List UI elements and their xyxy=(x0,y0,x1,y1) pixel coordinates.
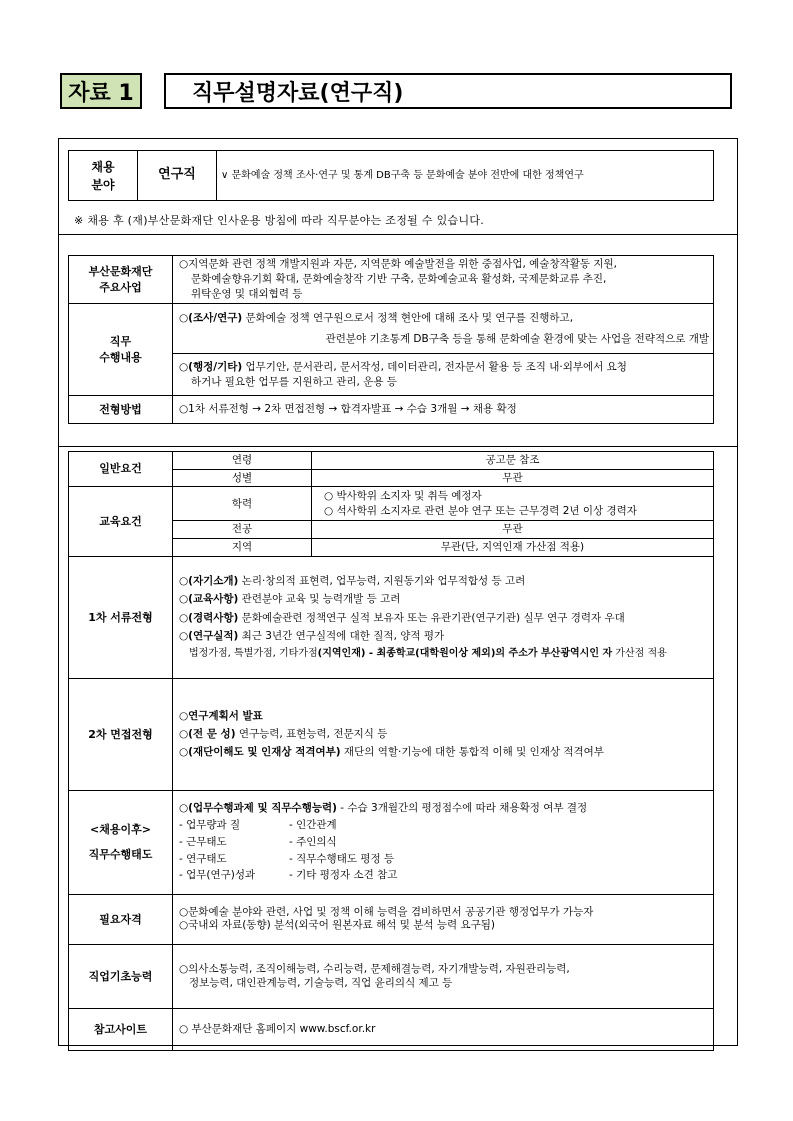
recruit-table xyxy=(68,150,714,201)
basic-ability-content xyxy=(173,944,714,1008)
business-line: 위탁운영 및 대외협력 등 xyxy=(191,287,303,300)
recruit-field-label: 채용 분야 xyxy=(69,151,138,201)
interview-item-title: ○연구계획서 발표 xyxy=(179,709,263,722)
business-content xyxy=(173,256,714,304)
duty-admin-title: ○(행정/기타) xyxy=(179,360,243,373)
general-label: 일반요건 xyxy=(69,452,173,487)
basic-ability-line: 정보능력, 대인관계능력, 기술능력, 직업 윤리의식 제고 등 xyxy=(189,977,453,990)
probation-item: - 인간관계 xyxy=(289,819,337,832)
probation-head-title: ○(업무수행과제 및 직무수행능력) xyxy=(179,802,337,815)
doc-item-text: 논리·창의적 표현력, 업무능력, 지원동기와 업무적합성 등 고려 xyxy=(238,574,526,587)
probation-label-line1: <채용이후> xyxy=(90,822,151,836)
doc-item-title: ○(경력사항) xyxy=(179,611,239,624)
gender-label: 성별 xyxy=(173,469,312,487)
method-label: 전형방법 xyxy=(69,396,173,424)
doc-item-title: ○(교육사항) xyxy=(179,593,239,606)
doc-item-text: 최근 3년간 연구실적에 대한 질적, 양적 평가 xyxy=(238,629,445,642)
probation-item: - 직무수행태도 평정 등 xyxy=(289,852,395,865)
major-value: 무관 xyxy=(312,521,714,539)
doc-screening-label: 1차 서류전형 xyxy=(69,556,173,678)
divider xyxy=(58,234,738,235)
qualification-content xyxy=(173,894,714,944)
interview-item-title: ○(전 문 성) xyxy=(179,728,236,741)
duty-research xyxy=(173,304,714,354)
degree-label: 학력 xyxy=(173,487,312,521)
business-label: 부산문화재단 주요사업 xyxy=(69,256,173,304)
duty-label: 직무 수행내용 xyxy=(69,304,173,396)
qualification-line: ○문화예술 분야와 관련, 사업 및 정책 이해 능력을 겸비하면서 공공기관 행정업무가 가능자 xyxy=(179,905,594,918)
duty-admin-text: 업무기안, 문서관리, 문서작성, 데이터관리, 전자문서 활용 등 조직 내·외부에서 요청 xyxy=(242,360,627,373)
interview-item-title: ○(재단이해도 및 인재상 적격여부) xyxy=(179,746,341,759)
doc-item-title: ○(자기소개) xyxy=(179,574,239,587)
age-label: 연령 xyxy=(173,452,312,470)
business-line: 문화예술향유기회 확대, 문화예술창작 기반 구축, 문화예술교육 활성화, 국제문화교류 추진, xyxy=(191,273,607,286)
degree-line: ○ 박사학위 소지자 및 취득 예정자 xyxy=(324,490,482,503)
probation-label-line2: 직무수행태도 xyxy=(88,848,153,862)
doc-bonus-bold: (지역인재) - 최종학교(대학원이상 제외)의 주소가 부산광역시인 자 xyxy=(317,648,613,660)
education-label: 교육요건 xyxy=(69,487,173,556)
requirements-table xyxy=(68,451,714,1051)
reference-site-label: 참고사이트 xyxy=(69,1008,173,1050)
interview-item-text: 재단의 역할·기능에 대한 통합적 이해 및 인재상 적격여부 xyxy=(340,746,604,759)
major-label: 전공 xyxy=(173,521,312,539)
interview-content xyxy=(173,678,714,790)
qualification-line: ○국내외 자료(동향) 분석(외국어 원본자료 해석 및 분석 능력 요구됨) xyxy=(179,919,495,932)
doc-bonus-post: 가산점 적용 xyxy=(612,648,667,660)
degree-value xyxy=(312,487,714,521)
region-label: 지역 xyxy=(173,539,312,557)
duty-admin-line2: 하거나 필요한 업무를 지원하고 관리, 운용 등 xyxy=(191,375,397,388)
divider xyxy=(58,446,738,447)
recruit-field-value: 연구직 xyxy=(138,151,217,201)
doc-item-text: 관련분야 교육 및 능력개발 등 고려 xyxy=(238,593,401,606)
degree-line: ○ 석사학위 소지자로 관련 분야 연구 또는 근무경력 2년 이상 경력자 xyxy=(324,504,637,517)
probation-item: - 근무태도 xyxy=(179,835,227,848)
duty-research-text: 문화예술 정책 연구원으로서 정책 현안에 대해 조사 및 연구를 진행하고, xyxy=(242,311,574,324)
doc-bonus-pre: 법정가점, 특별가점, 기타가점 xyxy=(189,648,318,660)
probation-item: - 기타 평정자 소견 참고 xyxy=(289,869,398,882)
probation-item: - 업무(연구)성과 xyxy=(179,869,256,882)
region-value: 무관(단, 지역인재 가산점 적용) xyxy=(312,539,714,557)
business-line: ○지역문화 관련 정책 개발지원과 자문, 지역문화 예술발전을 위한 중점사업, 예술창작활동 지원, xyxy=(179,258,617,271)
interview-label: 2차 면접전형 xyxy=(69,678,173,790)
reference-site-value[interactable]: ○ 부산문화재단 홈페이지 www.bscf.or.kr xyxy=(173,1008,714,1050)
page-title: 직무설명자료(연구직) xyxy=(164,73,732,109)
probation-head-text: - 수습 3개월간의 평정점수에 따라 채용확정 여부 결정 xyxy=(336,802,588,815)
gender-value: 무관 xyxy=(312,469,714,487)
section-tag: 자료 1 xyxy=(60,73,142,109)
duty-admin xyxy=(173,354,714,396)
probation-item: - 연구태도 xyxy=(179,852,227,865)
doc-item-text: 문화예술관련 정책연구 실적 보유자 또는 유관기관(연구기관) 실무 연구 경력자 우대 xyxy=(238,611,625,624)
qualification-label: 필요자격 xyxy=(69,894,173,944)
basic-ability-line: ○의사소통능력, 조직이해능력, 수리능력, 문제해결능력, 자기개발능력, 자원관리능력, xyxy=(179,963,570,976)
business-table xyxy=(68,255,714,424)
duty-research-title: ○(조사/연구) xyxy=(179,311,243,324)
probation-item: - 업무량과 질 xyxy=(179,819,241,832)
doc-item-title: ○(연구실적) xyxy=(179,629,239,642)
notice-text: ※ 채용 후 (재)부산문화재단 인사운용 방침에 따라 직무분야는 조정될 수 있습니다. xyxy=(74,214,485,227)
method-value: ○1차 서류전형 → 2차 면접전형 → 합격자발표 → 수습 3개월 → 채용 확정 xyxy=(173,396,714,424)
probation-item: - 주인의식 xyxy=(289,835,337,848)
age-value: 공고문 참조 xyxy=(312,452,714,470)
duty-research-line2: 관련분야 기초통계 DB구축 등을 통해 문화예술 환경에 맞는 사업을 전략적으로 개발 xyxy=(325,332,709,345)
probation-label xyxy=(69,790,173,894)
interview-item-text: 연구능력, 표현능력, 전문지식 등 xyxy=(235,728,388,741)
probation-content xyxy=(173,790,714,894)
doc-screening-content xyxy=(173,556,714,678)
recruit-description: ∨ 문화예술 정책 조사·연구 및 통계 DB구축 등 문화예술 분야 전반에 대한 정책연구 xyxy=(217,151,714,201)
basic-ability-label: 직업기초능력 xyxy=(69,944,173,1008)
